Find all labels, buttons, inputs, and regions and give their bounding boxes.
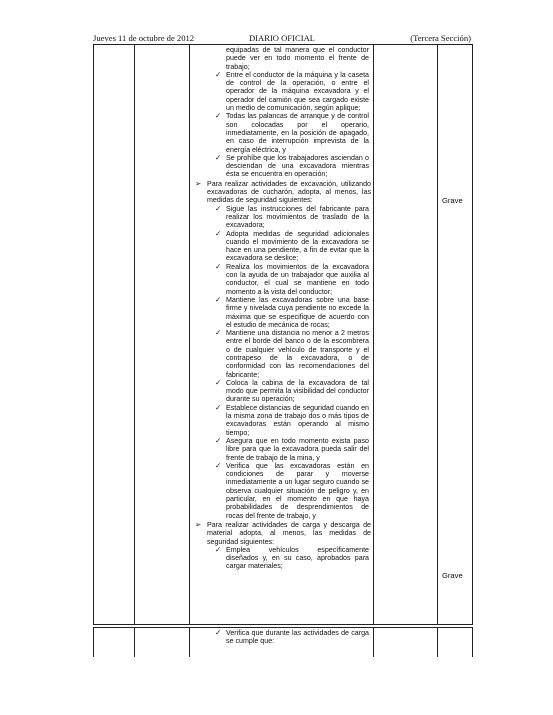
requirement-text: Para realizar actividades de excavación, utilizando excavadoras de cucharón, adopta, al menos, las medidas de seguridad siguientes: bbox=[207, 179, 371, 205]
list-item-text: Establece distancias de seguridad cuando en la misma zona de trabajo dos o más tipos de excavadoras están operando al mismo tiempo; bbox=[226, 403, 369, 437]
list-item-text: Mantiene las excavadoras sobre una base firme y nivelada cuya pendiente no excede la máxima que se especifique de acuerdo con el estudio de mecánica de rocas; bbox=[226, 295, 369, 329]
list-item bbox=[191, 154, 371, 179]
list-item bbox=[191, 296, 371, 329]
list-item-text: Se prohíbe que los trabajadores asciendan o desciendan de una excavadora mientras ésta se encuentra en operación; bbox=[226, 153, 369, 179]
severity-label: Grave bbox=[442, 196, 463, 205]
list-item-text: Realiza los movimientos de la excavadora con la ayuda de un trabajador que auxilia al conductor, el cual se mantiene en todo momento a la vista del conductor; bbox=[226, 262, 369, 296]
list-item bbox=[191, 462, 371, 520]
checkmark-icon: ✓ bbox=[215, 111, 222, 121]
table-column-divider bbox=[189, 44, 190, 624]
checkmark-icon: ✓ bbox=[215, 203, 222, 213]
requirement-item bbox=[191, 521, 371, 546]
list-item bbox=[191, 546, 371, 571]
list-item-text: Verifica que las excavadoras están en condiciones de parar y moverse inmediatamente a un lugar seguro cuando se observa cualquier situación de peligro y, en particular, en el momento en que haya probabilidades de desprendimientos de rocas del frente de trabajo, y bbox=[226, 461, 369, 520]
list-item bbox=[191, 71, 371, 112]
list-item bbox=[191, 404, 371, 437]
table2-top-rule bbox=[93, 627, 473, 628]
checkmark-icon: ✓ bbox=[215, 152, 222, 162]
header-rule bbox=[93, 44, 473, 45]
checkmark-icon: ✓ bbox=[215, 460, 222, 470]
table-column-divider bbox=[437, 627, 438, 657]
table-column-divider bbox=[437, 44, 438, 624]
list-item-text: Mantiene una distancia no menor a 2 metros entre el borde del banco o de la escombrera o de cualquier vehículo de transporte y el contrapeso de la excavadora, o de conformidad con las recomendaciones del fabricante; bbox=[226, 329, 369, 379]
checkmark-icon: ✓ bbox=[215, 402, 222, 412]
checkmark-icon: ✓ bbox=[215, 544, 222, 554]
checkmark-icon: ✓ bbox=[215, 628, 222, 637]
list-item bbox=[191, 437, 371, 462]
table-border-right bbox=[472, 627, 473, 657]
list-item bbox=[191, 379, 371, 404]
checkmark-icon: ✓ bbox=[215, 435, 222, 445]
list-item bbox=[191, 112, 371, 153]
severity-label: Grave bbox=[442, 571, 463, 580]
table-border-right bbox=[472, 44, 473, 624]
requirement-text: Para realizar actividades de carga y descarga de material adopta, al menos, las medidas de seguridad siguientes: bbox=[207, 520, 371, 546]
list-item bbox=[191, 205, 371, 230]
list-item bbox=[191, 329, 371, 379]
list-item-text: Entre el conductor de la máquina y la caseta de control de la operación, o entre el operador de la máquina excavadora y el operador del camión que sea cargado existe un medio de comunicación, según aplique; bbox=[226, 70, 369, 113]
checkmark-icon: ✓ bbox=[215, 377, 222, 387]
table-column-divider bbox=[373, 627, 374, 657]
list-item-text: Asegura que en todo momento exista paso libre para que la excavadora pueda salir del frente de trabajo de la mina, y bbox=[226, 436, 369, 462]
requirements-column bbox=[191, 46, 371, 571]
checkmark-icon: ✓ bbox=[215, 228, 222, 238]
header-section: (Tercera Sección) bbox=[410, 33, 471, 43]
list-item bbox=[191, 263, 371, 296]
list-item bbox=[191, 629, 371, 646]
list-item-text: Sigue las instrucciones del fabricante para realizar los movimientos de traslado de la excavadora; bbox=[226, 204, 369, 230]
checkmark-icon: ✓ bbox=[215, 261, 222, 271]
list-item-text: Adopta medidas de seguridad adicionales cuando el movimiento de la excavadora se hace en una pendiente, a fin de evitar que la excavadora se deslice; bbox=[226, 229, 369, 263]
header-date: Jueves 11 de octubre de 2012 bbox=[93, 33, 195, 43]
requirement-item bbox=[191, 180, 371, 205]
table-column-divider bbox=[373, 44, 374, 624]
checkmark-icon: ✓ bbox=[215, 328, 222, 338]
table-border-left bbox=[93, 44, 94, 624]
arrow-bullet-icon: ➢ bbox=[195, 178, 202, 188]
table-border-left bbox=[93, 627, 94, 657]
arrow-bullet-icon: ➢ bbox=[195, 519, 202, 529]
list-item-text: Coloca la cabina de la excavadora de tal modo que permita la visibilidad del conductor durante su operación; bbox=[226, 378, 369, 404]
list-item-text: Emplea vehículos específicamente diseñados y, en su caso, aprobados para cargar materiales; bbox=[226, 545, 369, 571]
table-column-divider bbox=[189, 627, 190, 657]
list-item-text: Verifica que durante las actividades de carga se cumple que: bbox=[226, 629, 369, 646]
checkmark-icon: ✓ bbox=[215, 69, 222, 79]
list-item bbox=[191, 230, 371, 263]
table-column-divider bbox=[134, 44, 135, 624]
table-bottom-rule bbox=[93, 624, 473, 625]
next-table-column bbox=[191, 629, 371, 646]
checkmark-icon: ✓ bbox=[215, 294, 222, 304]
header-title: DIARIO OFICIAL bbox=[248, 33, 316, 43]
continued-text: equipadas de tal manera que el conductor puede ver en todo momento el frente de trabajo; bbox=[226, 46, 369, 71]
table-column-divider bbox=[134, 627, 135, 657]
list-item-text: Todas las palancas de arranque y de control son colocadas por el operario, inmediatamente, en la posición de apagado, en caso de interrupción imprevista de la energía eléctrica, y bbox=[226, 112, 369, 154]
